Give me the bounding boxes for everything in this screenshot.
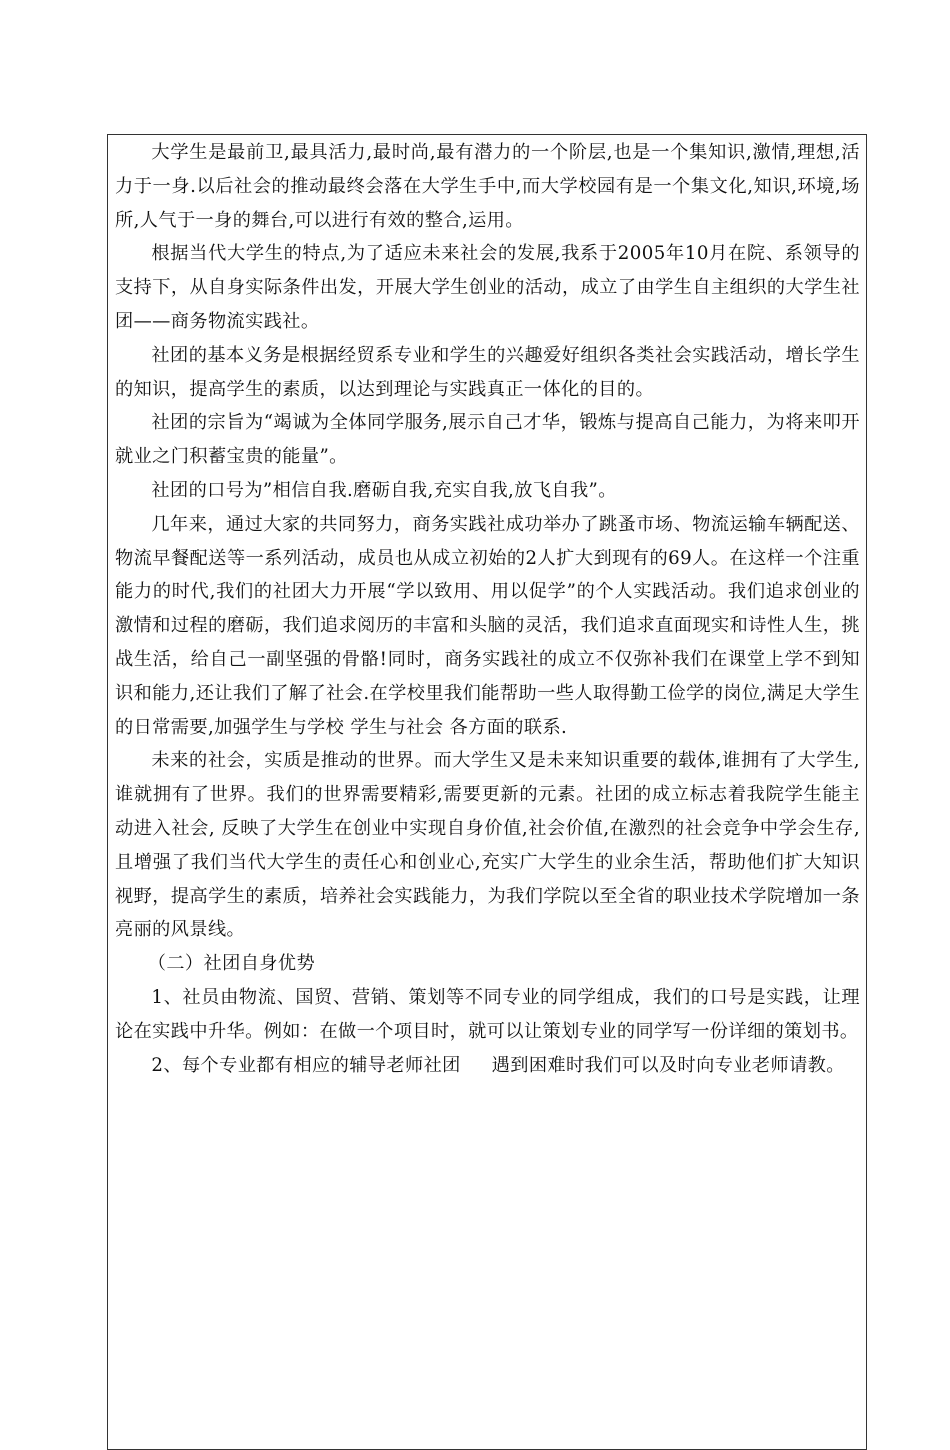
paragraph-future: 未来的社会，实质是推动的世界。而大学生又是未来知识重要的载体,谁拥有了大学生,谁就拥有了世界。我们的世界需要精彩,需要更新的元素。社团的成立标志着我院学生能主动进入社会, 反映了大学生在创业中实现自身价值,社会价值,在激烈的社会竞争中学会生存,且增强了我们当代大学生的责任心和创业心,充实广大学生的业余生活，帮助他们扩大知识视野，提高学生的素质，培养社会实践能力，为我们学院以至全省的职业技术学院增加一条亮丽的风景线。 xyxy=(115,750,860,941)
paragraph-slogan: 社团的口号为”相信自我.磨砺自我,充实自我,放飞自我”。 xyxy=(151,479,617,501)
section-heading: （二）社团自身优势 xyxy=(147,953,316,975)
paragraph-intro: 大学生是最前卫,最具活力,最时尚,最有潜力的一个阶层,也是一个集知识,激情,理想,活力于一身.以后社会的推动最终会落在大学生手中,而大学校园有是一个集文化,知识,环境,场所,人气于一身的舞台,可以进行有效的整合,运用。 xyxy=(115,142,860,231)
paragraph-activities: 几年来，通过大家的共同努力，商务实践社成功举办了跳蚤市场、物流运输车辆配送、物流早餐配送等一系列活动，成员也从成立初始的2人扩大到现有的69人。在这样一个注重能力的时代,我们的社团大力开展“学以致用、用以促学”的个人实践活动。我们追求创业的激情和过程的磨砺，我们追求阅历的丰富和头脑的灵活，我们追求直面现实和诗性人生，挑战生活，给自己一副坚强的骨骼!同时，商务实践社的成立不仅弥补我们在课堂上学不到知识和能力,还让我们了解了社会.在学校里我们能帮助一些人取得勤工俭学的岗位,满足大学生的日常需要,加强学生与学校 学生与社会 各方面的联系. xyxy=(115,513,860,738)
paragraph-obligation: 社团的基本义务是根据经贸系专业和学生的兴趣爱好组织各类社会实践活动，增长学生的知识，提高学生的素质，以达到理论与实践真正一体化的目的。 xyxy=(115,344,860,400)
document-body xyxy=(115,136,860,1082)
point-item: 2、每个专业都有相应的辅导老师社团 遇到困难时我们可以及时向专业老师请教。 xyxy=(151,1054,845,1076)
paragraph-founding: 根据当代大学生的特点,为了适应未来社会的发展,我系于2005年10月在院、系领导的支持下，从自身实际条件出发，开展大学生创业的活动，成立了由学生自主组织的大学生社团——商务物流实践社。 xyxy=(115,243,860,332)
point-item: 1、社员由物流、国贸、营销、策划等不同专业的同学组成，我们的口号是实践，让理论在实践中升华。例如：在做一个项目时，就可以让策划专业的同学写一份详细的策划书。 xyxy=(115,986,860,1042)
paragraph-purpose: 社团的宗旨为“竭诚为全体同学服务,展示自己才华，锻炼与提高自己能力，为将来叩开就业之门积蓄宝贵的能量”。 xyxy=(115,412,860,468)
